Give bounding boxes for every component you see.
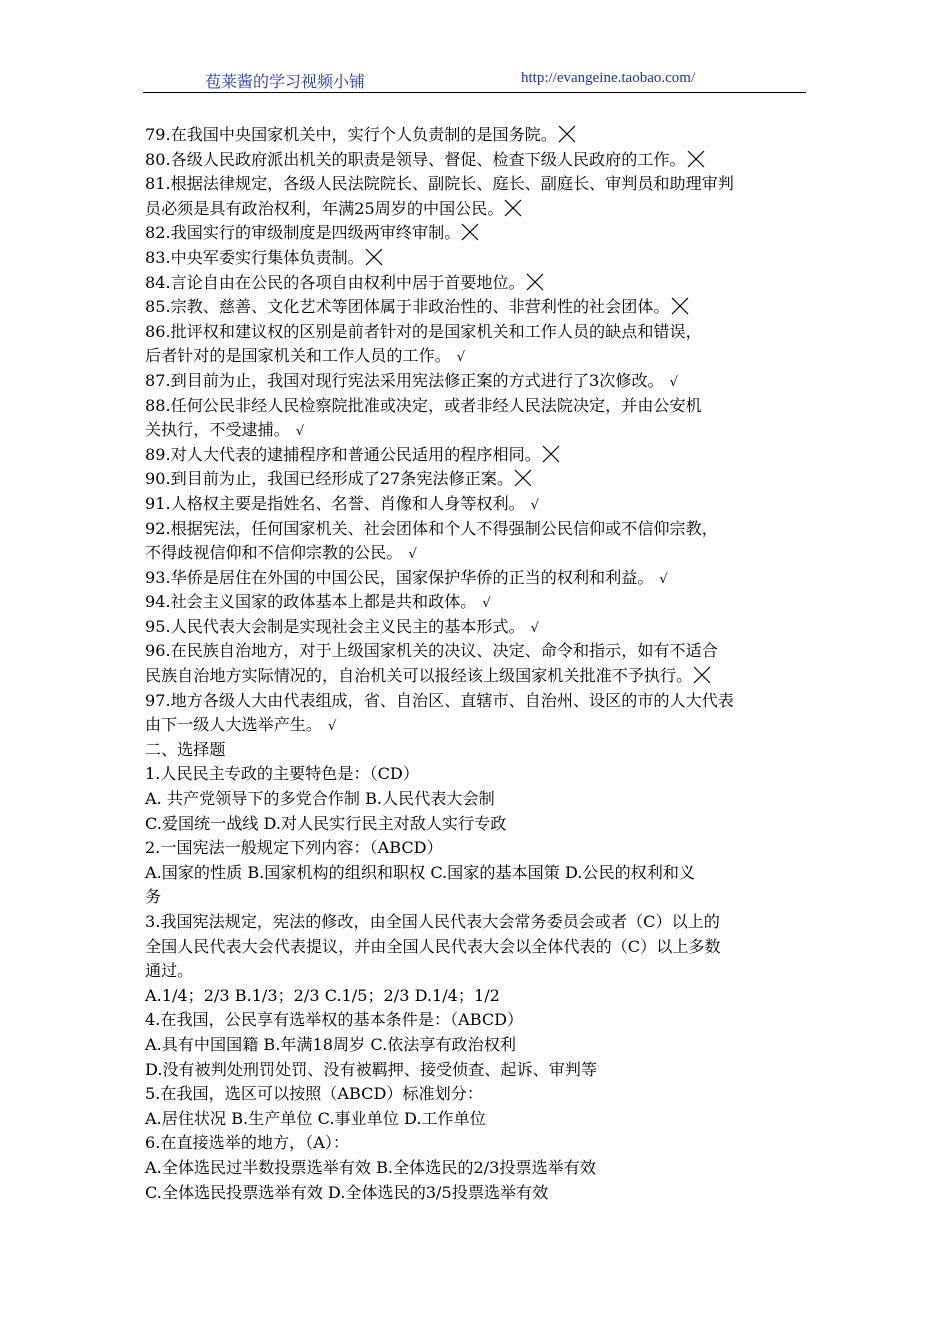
cross-mark-icon <box>693 666 711 684</box>
line-text: 通过。 <box>145 961 194 981</box>
cross-mark-icon <box>504 199 522 217</box>
line-text: 3.我国宪法规定，宪法的修改，由全国人民代表大会常务委员会或者（C）以上的 <box>145 912 720 931</box>
line-text: A.国家的性质 B.国家机构的组织和职权 C.国家的基本国策 D.公民的权利和义 <box>145 862 696 882</box>
line-text: 由下一级人大选举产生。 <box>145 715 323 735</box>
text-line <box>145 762 809 787</box>
line-text: 83.中央军委实行集体负责制。 <box>145 247 364 267</box>
text-line <box>145 935 809 960</box>
text-line <box>145 836 809 861</box>
text-line <box>145 787 809 812</box>
check-mark-icon: √ <box>530 620 539 636</box>
line-text: 88.任何公民非经人民检察院批准或决定，或者非经人民法院决定，并由公安机 <box>145 395 702 415</box>
check-mark-icon: √ <box>328 719 337 735</box>
line-text: C.爱国统一战线 D.对人民实行民主对敌人实行专政 <box>145 813 507 833</box>
text-line <box>145 812 809 837</box>
text-line <box>145 861 809 886</box>
line-text: A.具有中国国籍 B.年满18周岁 C.依法享有政治权利 <box>145 1034 516 1054</box>
text-line <box>145 1156 809 1181</box>
line-text: A.居住状况 B.生产单位 C.事业单位 D.工作单位 <box>145 1108 486 1128</box>
line-text: 二、选择题 <box>145 739 226 759</box>
page-header <box>143 66 806 93</box>
text-line <box>145 1058 809 1083</box>
text-line <box>145 1131 809 1156</box>
line-text: 5.在我国，选区可以按照（ABCD）标准划分： <box>145 1084 483 1104</box>
line-text: 96.在民族自治地方，对于上级国家机关的决议、决定、命令和指示，如有不适合 <box>145 641 718 661</box>
check-mark-icon: √ <box>659 571 668 587</box>
text-line <box>145 541 809 566</box>
line-text: A. 共产党领导下的多党合作制 B.人民代表大会制 <box>145 789 495 809</box>
cross-mark-icon <box>542 445 560 463</box>
check-mark-icon: √ <box>482 596 491 612</box>
header-shop-name: 苞莱酱的学习视频小铺 <box>205 72 366 91</box>
text-line <box>145 467 809 492</box>
text-line <box>145 221 809 246</box>
line-text: 90.到目前为止，我国已经形成了27条宪法修正案。 <box>145 469 513 489</box>
line-text: 91.人格权主要是指姓名、名誉、肖像和人身等权利。 <box>145 493 525 513</box>
check-mark-icon: √ <box>530 497 539 513</box>
line-text: 6.在直接选举的地方，（A）： <box>145 1133 350 1153</box>
cross-mark-icon <box>687 150 705 168</box>
text-line <box>145 148 809 173</box>
line-text: 87.到目前为止，我国对现行宪法采用宪法修正案的方式进行了3次修改。 <box>145 370 664 390</box>
line-text: 员必须是具有政治权利，年满25周岁的中国公民。 <box>145 198 504 218</box>
line-text: 79.在我国中央国家机关中，实行个人负责制的是国务院。 <box>145 125 557 144</box>
text-line <box>145 615 809 640</box>
text-line <box>145 1181 809 1206</box>
line-text: 85.宗教、慈善、文化艺术等团体属于非政治性的、非营利性的社会团体。 <box>145 297 670 317</box>
text-line <box>145 984 809 1009</box>
text-line <box>145 689 809 714</box>
header-url: http://evangeine.taobao.com/ <box>521 70 696 86</box>
text-line <box>145 320 809 345</box>
line-text: A.全体选民过半数投票选举有效 B.全体选民的2/3投票选举有效 <box>145 1157 596 1177</box>
text-line <box>145 1082 809 1107</box>
line-text: 92.根据宪法，任何国家机关、社会团体和个人不得强制公民信仰或不信仰宗教， <box>145 518 718 538</box>
cross-mark-icon <box>671 297 689 315</box>
cross-mark-icon <box>461 223 479 241</box>
text-line <box>145 197 809 222</box>
text-line <box>145 566 809 591</box>
text-line <box>145 590 809 615</box>
line-text: 94.社会主义国家的政体基本上都是共和政体。 <box>145 592 477 612</box>
text-line <box>145 1107 809 1132</box>
cross-mark-icon <box>526 273 544 291</box>
line-text: A.1/4；2/3 B.1/3；2/3 C.1/5；2/3 D.1/4；1/2 <box>145 985 500 1005</box>
text-line <box>145 418 809 443</box>
check-mark-icon: √ <box>408 547 417 563</box>
text-line <box>145 369 809 394</box>
cross-mark-icon <box>514 469 532 487</box>
text-line <box>145 443 809 468</box>
line-text: 关执行，不受逮捕。 <box>145 420 290 440</box>
text-line <box>145 959 809 984</box>
cross-mark-icon <box>365 248 383 266</box>
text-line <box>145 123 809 148</box>
line-text: 务 <box>145 887 162 907</box>
text-line <box>145 1033 809 1058</box>
line-text: 89.对人大代表的逮捕程序和普通公民适用的程序相同。 <box>145 444 541 464</box>
text-line <box>145 492 809 517</box>
check-mark-icon: √ <box>295 424 305 440</box>
text-line <box>145 295 809 320</box>
text-line <box>145 246 809 271</box>
line-text: 84.言论自由在公民的各项自由权利中居于首要地位。 <box>145 272 525 292</box>
line-text: 95.人民代表大会制是实现社会主义民主的基本形式。 <box>145 616 525 636</box>
text-line <box>145 1008 809 1033</box>
text-line <box>145 639 809 664</box>
line-text: 97.地方各级人大由代表组成，省、自治区、直辖市、自治州、设区的市的人大代表 <box>145 690 734 710</box>
line-text: 86.批评权和建议权的区别是前者针对的是国家机关和工作人员的缺点和错误， <box>145 321 702 341</box>
line-text: 93.华侨是居住在外国的中国公民，国家保护华侨的正当的权利和利益。 <box>145 567 654 587</box>
line-text: 全国人民代表大会代表提议，并由全国人民代表大会以全体代表的（C）以上多数 <box>145 936 721 956</box>
cross-mark-icon <box>558 125 576 143</box>
text-line <box>145 738 809 763</box>
document-body <box>145 123 809 1205</box>
line-text: C.全体选民投票选举有效 D.全体选民的3/5投票选举有效 <box>145 1182 549 1202</box>
line-text: 2.一国宪法一般规定下列内容：（ABCD） <box>145 838 443 858</box>
line-text: 民族自治地方实际情况的，自治机关可以报经该上级国家机关批准不予执行。 <box>145 666 693 686</box>
line-text: 81.根据法律规定，各级人民法院院长、副院长、庭长、副庭长、审判员和助理审判 <box>145 174 734 194</box>
text-line <box>145 394 809 419</box>
text-line <box>145 271 809 296</box>
line-text: 不得歧视信仰和不信仰宗教的公民。 <box>145 543 403 563</box>
check-mark-icon: √ <box>456 350 466 366</box>
text-line <box>145 172 809 197</box>
line-text: 80.各级人民政府派出机关的职责是领导、督促、检查下级人民政府的工作。 <box>145 149 686 169</box>
line-text: D.没有被判处刑罚处罚、没有被羁押、接受侦查、起诉、审判等 <box>145 1059 597 1079</box>
line-text: 4.在我国，公民享有选举权的基本条件是：（ABCD） <box>145 1010 524 1030</box>
line-text: 后者针对的是国家机关和工作人员的工作。 <box>145 346 451 366</box>
text-line <box>145 910 809 935</box>
text-line <box>145 713 809 738</box>
line-text: 82.我国实行的审级制度是四级两审终审制。 <box>145 223 461 243</box>
text-line <box>145 517 809 542</box>
text-line <box>145 885 809 910</box>
text-line <box>145 664 809 689</box>
check-mark-icon: √ <box>669 374 678 390</box>
text-line <box>145 344 809 369</box>
line-text: 1.人民民主专政的主要特色是：（CD） <box>145 764 419 784</box>
